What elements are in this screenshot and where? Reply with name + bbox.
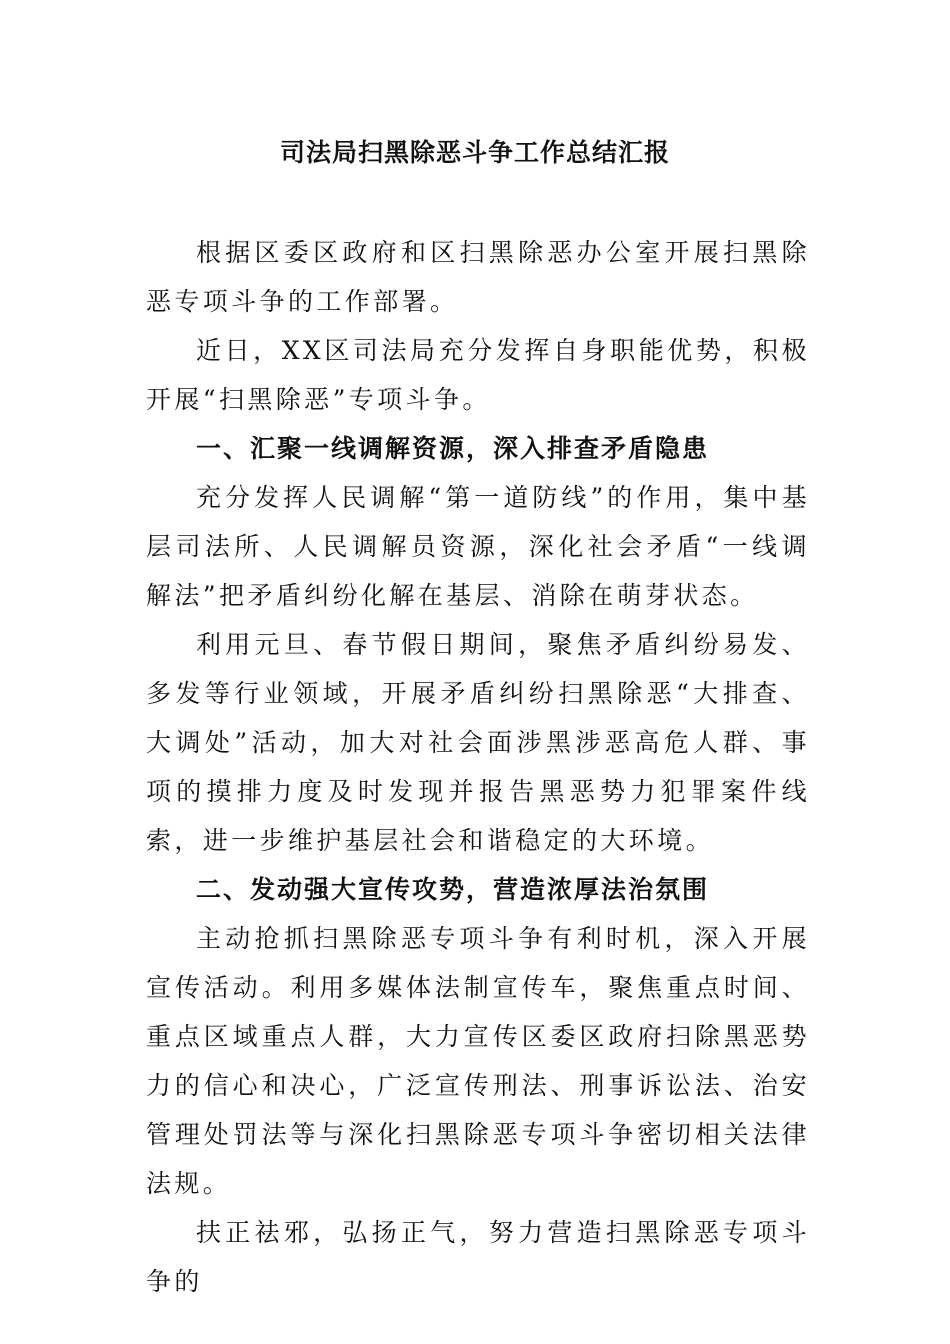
paragraph: 主动抢抓扫黑除恶专项斗争有利时机，深入开展宣传活动。利用多媒体法制宣传车，聚焦重点时间、重点区域重点人群，大力宣传区委区政府扫除黑恶势力的信心和决心，广泛宣传刑法、刑事诉讼法、治安管理处罚法等与深化扫黑除恶专项斗争密切相关法律法规。 xyxy=(146,924,810,1198)
document-title: 司法局扫黑除恶斗争工作总结汇报 xyxy=(279,138,670,167)
paragraph: 根据区委区政府和区扫黑除恶办公室开展扫黑除恶专项斗争的工作部署。 xyxy=(146,238,810,316)
section-heading: 二、发动强大宣传攻势，营造浓厚法治氛围 xyxy=(196,875,710,904)
paragraph: 扶正祛邪，弘扬正气，努力营造扫黑除恶专项斗争的 xyxy=(146,1218,810,1296)
paragraph: 近日，XX区司法局充分发挥自身职能优势，积极开展“扫黑除恶”专项斗争。 xyxy=(146,336,810,414)
paragraph: 充分发挥人民调解“第一道防线”的作用，集中基层司法所、人民调解员资源，深化社会矛盾“一线调解法”把矛盾纠纷化解在基层、消除在萌芽状态。 xyxy=(146,483,810,610)
paragraph: 利用元旦、春节假日期间，聚焦矛盾纠纷易发、多发等行业领域，开展矛盾纠纷扫黑除恶“大排查、大调处”活动，加大对社会面涉黑涉恶高危人群、事项的摸排力度及时发现并报告黑恶势力犯罪案件线索，进一步维护基层社会和谐稳定的大环境。 xyxy=(146,630,810,855)
document-body xyxy=(146,228,810,1306)
section-heading: 一、汇聚一线调解资源，深入排查矛盾隐患 xyxy=(196,434,710,463)
